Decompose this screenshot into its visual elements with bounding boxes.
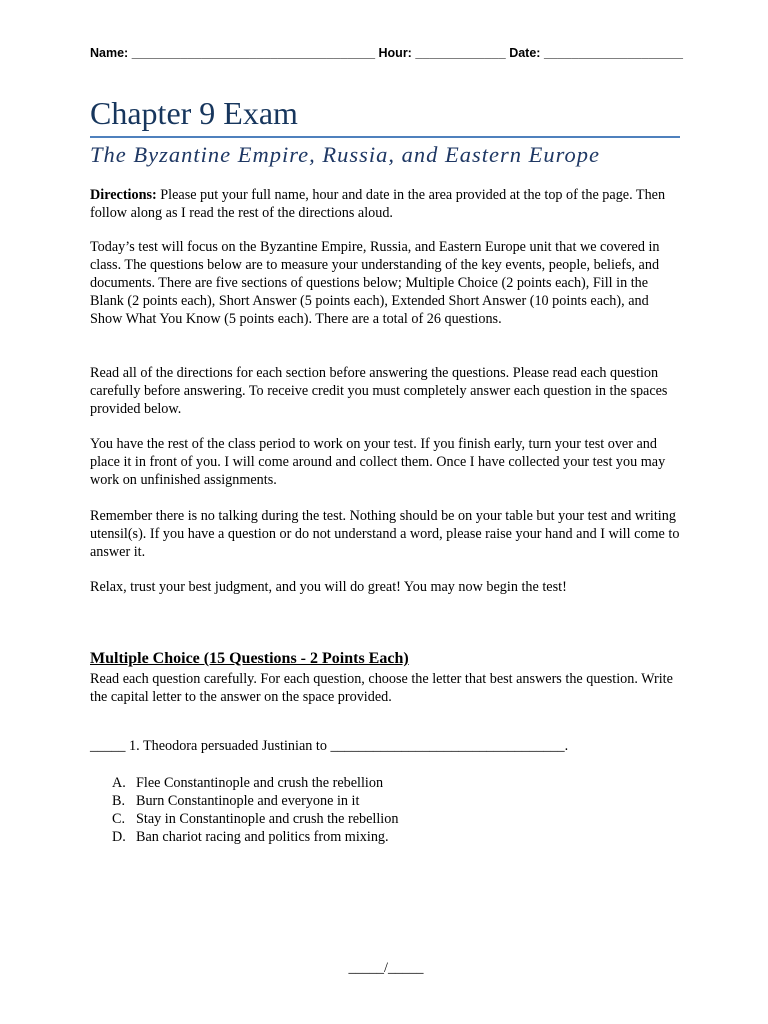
option-text: Flee Constantinople and crush the rebellion: [136, 775, 384, 791]
title-divider: [90, 136, 680, 138]
option-letter: C.: [112, 811, 126, 827]
option-letter: B.: [112, 793, 126, 809]
hour-blank: _____________: [415, 46, 506, 60]
option-text: Stay in Constantinople and crush the rebellion: [136, 811, 399, 827]
multiple-choice-heading: Multiple Choice (15 Questions - 2 Points Each): [90, 650, 409, 667]
paragraph-read-directions: Read all of the directions for each section before answering the questions. Please read each question carefully before answering. To receive credit you must completely answer each question in the spaces provided below.: [90, 365, 668, 417]
option-a: [112, 774, 398, 792]
name-blank: ___________________________________: [131, 46, 376, 60]
date-blank: ____________________: [543, 46, 683, 60]
date-label: Date:: [509, 46, 541, 60]
question-1-options: [112, 774, 398, 846]
paragraph-test-focus: Today’s test will focus on the Byzantine Empire, Russia, and Eastern Europe unit that we covered in class. The questions below are to measure your understanding of the key events, people, beliefs, and documents. There are five sections of questions below; Multiple Choice (2 points each), Fill in the Blank (2 points each), Short Answer (5 points each), Extended Short Answer (10 points each), and Show What You Know (5 points each). There are a total of 26 questions.: [90, 239, 660, 327]
multiple-choice-instructions: Read each question carefully. For each question, choose the letter that best answers the question. Write the capital letter to the answer on the space provided.: [90, 671, 673, 705]
directions-paragraph: [90, 186, 682, 222]
option-text: Burn Constantinople and everyone in it: [136, 793, 360, 809]
paragraph-class-period: You have the rest of the class period to work on your test. If you finish early, turn your test over and place it in front of you. I will come around and collect them. Once I have collected your test you may work on unfinished assignments.: [90, 436, 666, 488]
directions-label: Directions:: [90, 187, 157, 203]
option-letter: A.: [112, 775, 126, 791]
name-label: Name:: [90, 46, 129, 60]
question-1: _____ 1. Theodora persuaded Justinian to _________________________________.: [90, 738, 569, 754]
option-letter: D.: [112, 829, 126, 845]
option-c: [112, 810, 398, 828]
header-line: [90, 46, 682, 60]
paragraph-relax: Relax, trust your best judgment, and you will do great! You may now begin the test!: [90, 579, 567, 595]
option-text: Ban chariot racing and politics from mixing.: [136, 829, 389, 845]
hour-label: Hour:: [378, 46, 412, 60]
paragraph-no-talking: Remember there is no talking during the test. Nothing should be on your table but your test and writing utensil(s). If you have a question or do not understand a word, please raise your hand and I will come to answer it.: [90, 508, 680, 560]
directions-text: Please put your full name, hour and date in the area provided at the top of the page. Then follow along as I read the rest of the directions aloud.: [90, 187, 666, 221]
page-subtitle: The Byzantine Empire, Russia, and Eastern Europe: [90, 142, 601, 167]
page-score-footer: _____/_____: [348, 960, 424, 976]
option-b: [112, 792, 398, 810]
page-title: Chapter 9 Exam: [90, 95, 298, 131]
option-d: [112, 828, 398, 846]
